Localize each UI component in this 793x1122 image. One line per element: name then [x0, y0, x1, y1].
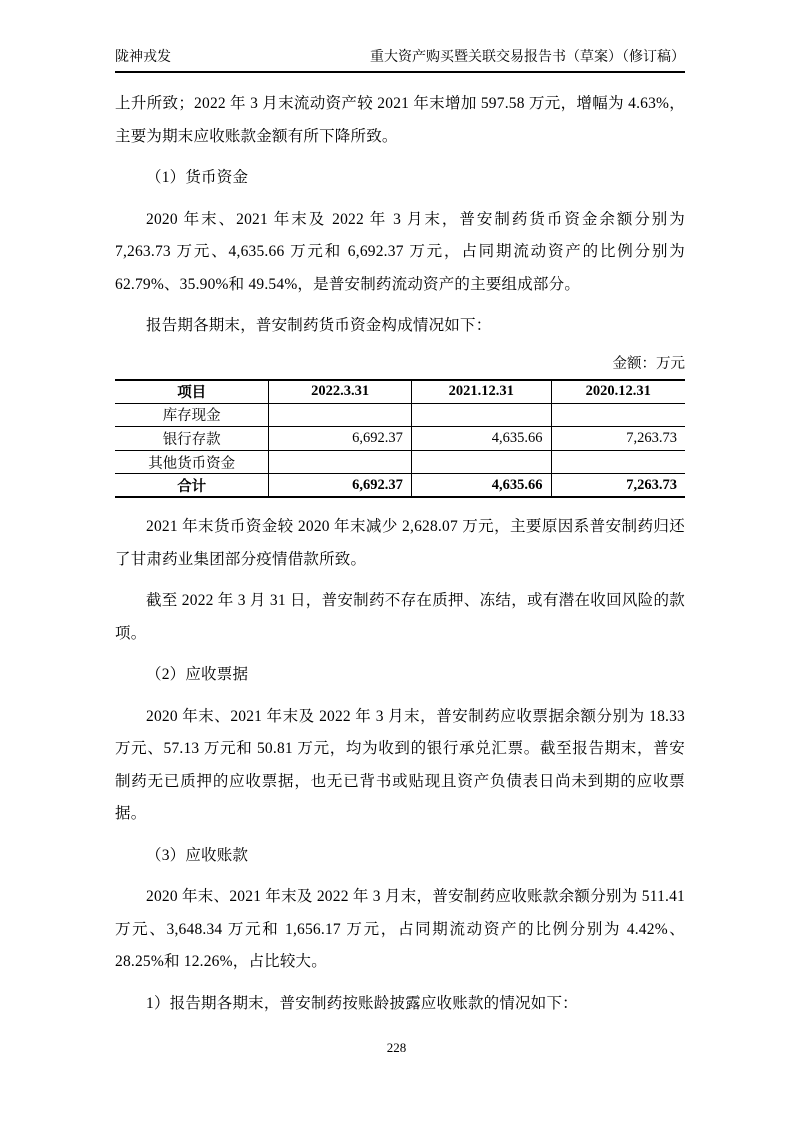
document-body: [115, 88, 685, 1020]
paragraph-table-lead-in: 报告期各期末，普安制药货币资金构成情况如下：: [146, 317, 492, 334]
row-label: 库存现金: [115, 403, 269, 427]
paragraph-intro: 上升所致；2022 年 3 月末流动资产较 2021 年末增加 597.58 万元，增幅为 4.63%，主要为期末应收账款金额有所下降所致。: [115, 95, 685, 145]
section-heading-accounts-receivable: （3）应收账款: [146, 846, 249, 864]
header-rule-row: [115, 48, 685, 73]
table-row-other-monetary-funds: [115, 450, 685, 474]
cell-value: 6,692.37: [269, 474, 412, 498]
row-label: 银行存款: [115, 427, 269, 451]
row-label: 合计: [115, 474, 269, 498]
paragraph-decrease-reason: 2021 年末货币资金较 2020 年末减少 2,628.07 万元，主要原因系普安制药归还了甘肃药业集团部分疫情借款所致。: [115, 518, 685, 568]
cell-value: [269, 403, 412, 427]
column-header-2022-3-31: 2022.3.31: [269, 380, 412, 404]
table-row-cash-on-hand: [115, 403, 685, 427]
section-heading-currency-funds: （1）货币资金: [146, 169, 249, 186]
cell-value: [551, 403, 685, 427]
paragraph-notes-receivable: 2020 年末、2021 年末及 2022 年 3 月末，普安制药应收票据余额分别为 18.33 万元、57.13 万元和 50.81 万元，均为收到的银行承兑汇票。截至报告期末，普安制药无已质押的应收票据，也无已背书或贴现且资产负债表日尚未到期的应收票据。: [115, 707, 685, 823]
header-document-title: 重大资产购买暨关联交易报告书（草案）（修订稿）: [370, 50, 685, 65]
table-unit-label: 金额：万元: [612, 355, 685, 372]
column-header-2020-12-31: 2020.12.31: [551, 380, 685, 404]
paragraph-accounts-receivable: 2020 年末、2021 年末及 2022 年 3 月末，普安制药应收账款余额分别为 511.41 万元、3,648.34 万元和 1,656.17 万元，占同期流动资产的比例分别为 4.42%、28.25%和 12.26%，占比较大。: [115, 888, 685, 971]
cell-value: 6,692.37: [269, 427, 412, 451]
header-company-name: 陇神戎发: [115, 50, 171, 65]
cell-value: 7,263.73: [551, 474, 685, 498]
page-number: 228: [386, 1040, 407, 1055]
table-row-bank-deposits: [115, 427, 685, 451]
cell-value: [411, 450, 551, 474]
section-heading-notes-receivable: （2）应收票据: [146, 666, 249, 684]
paragraph-aging-lead-in: 1）报告期各期末，普安制药按账龄披露应收账款的情况如下：: [146, 994, 578, 1012]
cell-value: 4,635.66: [411, 427, 551, 451]
column-header-item: 项目: [115, 380, 269, 404]
currency-funds-table: [115, 379, 685, 499]
table-row-total: [115, 474, 685, 498]
paragraph-no-pledge: 截至 2022 年 3 月 31 日，普安制药不存在质押、冻结，或有潜在收回风险的款项。: [115, 592, 685, 642]
row-label: 其他货币资金: [115, 450, 269, 474]
cell-value: [551, 450, 685, 474]
column-header-2021-12-31: 2021.12.31: [411, 380, 551, 404]
table-header-row: [115, 380, 685, 404]
cell-value: [269, 450, 412, 474]
cell-value: 4,635.66: [411, 474, 551, 498]
running-header: [115, 0, 685, 73]
paragraph-currency-balances: 2020 年末、2021 年末及 2022 年 3 月末，普安制药货币资金余额分别为 7,263.73 万元、4,635.66 万元和 6,692.37 万元，占同期流动资产的比例分别为 62.79%、35.90%和 49.54%，是普安制药流动资产的主要组成部分。: [115, 210, 685, 293]
cell-value: 7,263.73: [551, 427, 685, 451]
cell-value: [411, 403, 551, 427]
